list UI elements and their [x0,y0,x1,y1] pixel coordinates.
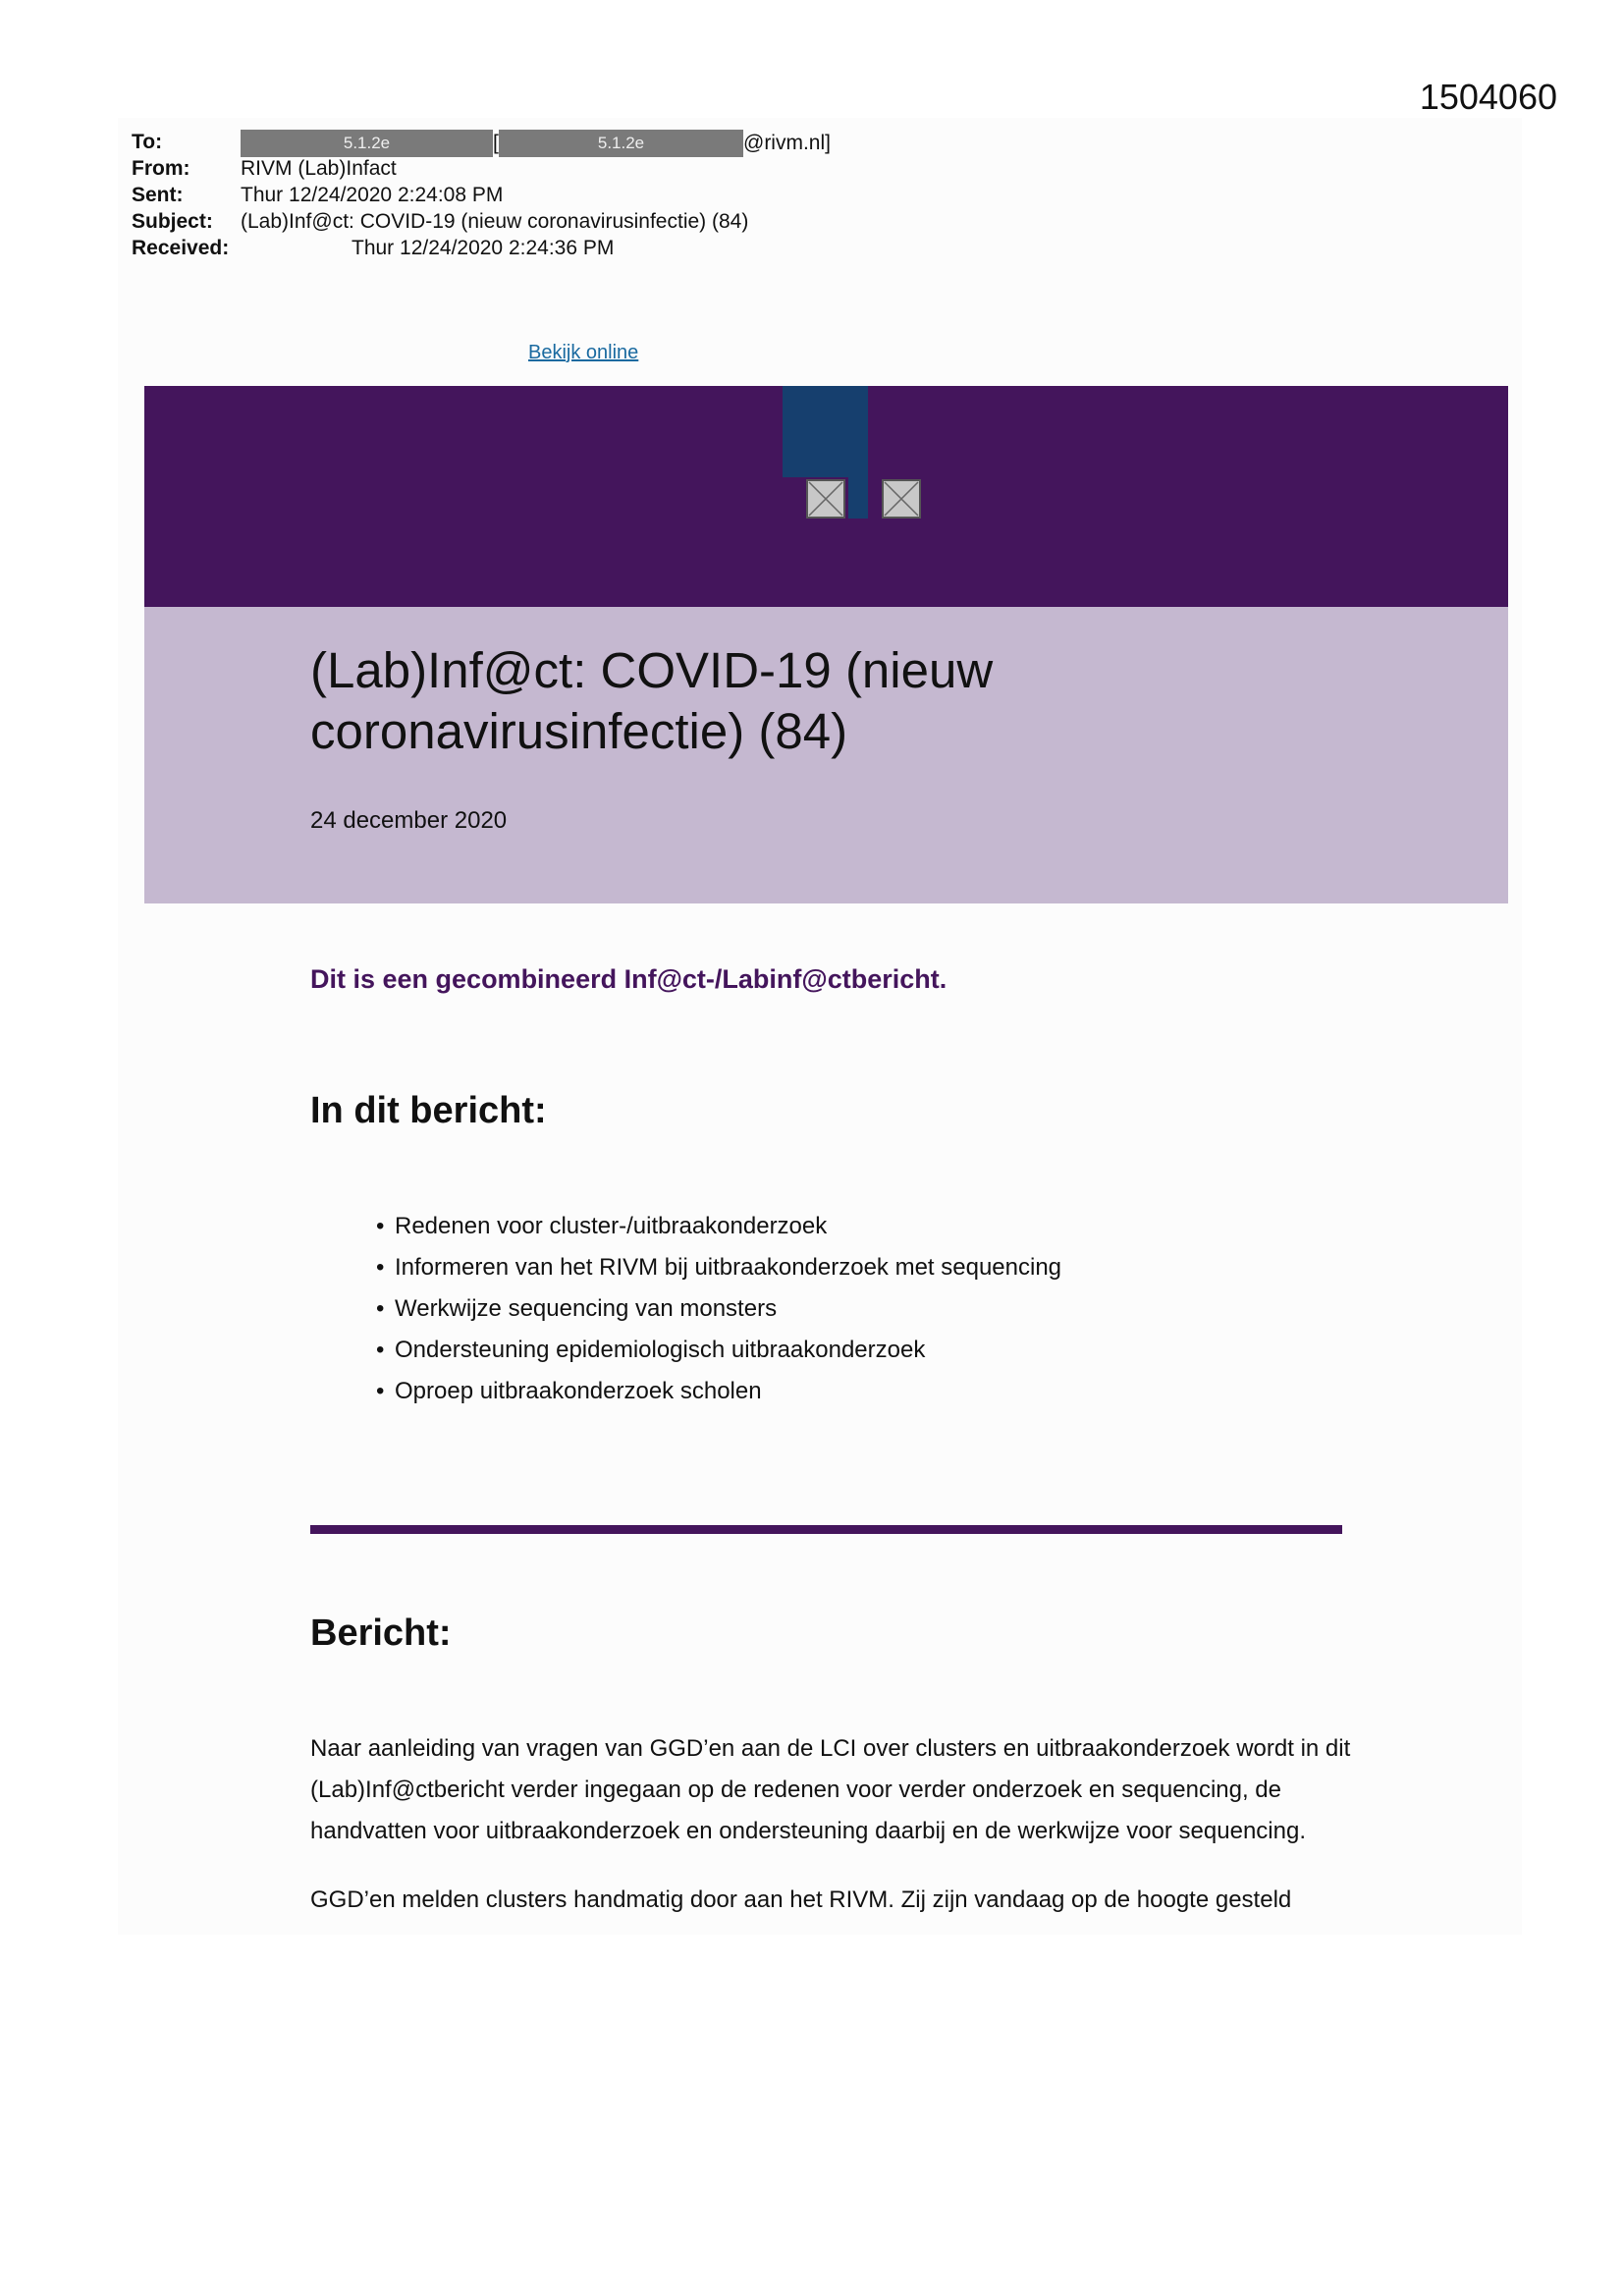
redaction-box: 5.1.2e [241,130,493,157]
toc-item: • Werkwijze sequencing van monsters [376,1295,778,1322]
toc-list [376,1206,1061,1412]
broken-image-icon [882,479,921,519]
newsletter-date: 24 december 2020 [310,807,508,834]
toc-heading: In dit bericht: [310,1090,547,1131]
sent-label: Sent: [132,184,184,206]
received-value: Thur 12/24/2020 2:24:36 PM [352,237,615,259]
divider [310,1525,1342,1534]
toc-item: • Informeren van het RIVM bij uitbraakonderzoek met sequencing [376,1254,1062,1281]
message-paragraph: GGD’en melden clusters handmatig door aan het RIVM. Zij zijn vandaag op de hoogte gesteld [310,1886,1292,1913]
toc-item: • Redenen voor cluster-/uitbraakonderzoek [376,1213,828,1239]
from-label: From: [132,157,190,180]
message-heading: Bericht: [310,1613,452,1654]
broken-image-icon [806,479,845,519]
redaction-box: 5.1.2e [499,130,743,157]
document-number: 1504060 [1419,77,1557,117]
subject-label: Subject: [132,210,213,233]
to-suffix: @rivm.nl] [743,132,831,154]
logo-block [783,386,868,477]
toc-item: • Oproep uitbraakonderzoek scholen [376,1378,762,1404]
message-paragraph: Naar aanleiding van vragen van GGD’en aan de LCI over clusters en uitbraakonderzoek wordt in dit (Lab)Inf@ctbericht verder ingegaan op de redenen voor verder onderzoek en sequencing, de handvatten voor uitbraakonderzoek en ondersteuning daarbij en de werkwijze voor sequencing. [310,1735,1351,1844]
intro-text: Dit is een gecombineerd Inf@ct-/Labinf@ctbericht. [310,964,947,994]
subject-value: (Lab)Inf@ct: COVID-19 (nieuw coronavirusinfectie) (84) [241,210,749,233]
toc-item: • Ondersteuning epidemiologisch uitbraakonderzoek [376,1337,926,1363]
received-label: Received: [132,237,230,259]
logo-block [848,477,868,519]
to-bracket: [ [493,132,499,154]
from-value: RIVM (Lab)Infact [241,157,397,180]
to-label: To: [132,131,163,153]
sent-value: Thur 12/24/2020 2:24:08 PM [241,184,504,206]
newsletter-title: (Lab)Inf@ct: COVID-19 (nieuw coronavirusinfectie) (84) [310,642,994,759]
view-online-link[interactable]: Bekijk online [528,342,639,363]
